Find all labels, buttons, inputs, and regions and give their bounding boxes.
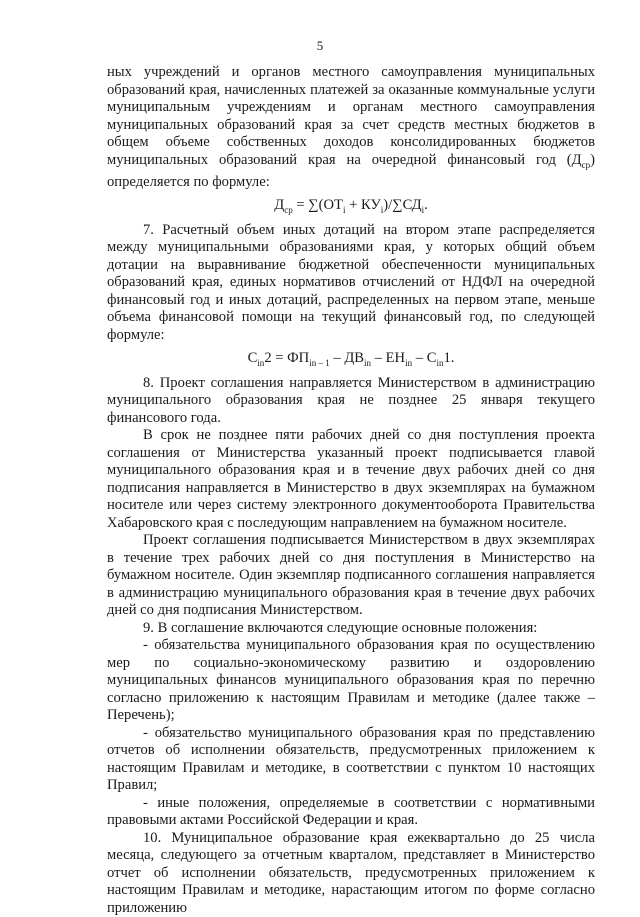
paragraph-10: 10. Муниципальное образование края ежеквартально до 25 числа месяца, следующего за отчетным кварталом, представляет в Министерство отчет об исполнении обязательств, предусмотренных приложением к настоящим Правилам и методике, нарастающим итогом по форме согласно приложению <box>107 829 595 916</box>
paragraph-text-tail: ) определяется по формуле: <box>107 151 595 190</box>
formula-subscript: i <box>421 205 425 216</box>
formula-subscript: i <box>380 205 384 216</box>
document-body <box>107 64 595 917</box>
paragraph-9-item-1: - обязательства муниципального образования края по осуществлению мер по социально-экономическому развитию и оздоровлению муниципальных финансов муниципального образования края по перечню согласно приложению к настоящим Правилам и методике (далее также – Перечень); <box>107 637 595 724</box>
formula-subscript: in <box>405 358 413 369</box>
formula-average-share <box>107 197 595 215</box>
paragraph-8-signing: Проект соглашения подписывается Министерством в двух экземплярах в течение трех рабочих дней со дня поступления в Министерство на бумажном носителе. Один экземпляр подписанного соглашения направляется в администрацию муниципального образования края в течение двух рабочих дней со дня подписания Министерством. <box>107 532 595 619</box>
formula-symbol: 1. <box>443 350 455 367</box>
formula-symbol: + КУ <box>345 197 381 214</box>
paragraph-text: ных учреждений и органов местного самоуправления муниципальных образований края, начисленных платежей за оказанные коммунальные услуги муниципальным учреждениям и органам местного самоуправления муниципальных образований края за счет средств местных бюджетов в общем объеме собственных доходов консолидированных бюджетов муниципальных образований края на очередной финансовый год (Д <box>107 64 595 168</box>
formula-symbol: Д <box>274 197 285 214</box>
paragraph-9-item-3: - иные положения, определяемые в соответствии с нормативными правовыми актами Российской Федерации и края. <box>107 794 595 829</box>
formula-symbol: – ДВ <box>329 350 365 367</box>
formula-symbol: – С <box>412 350 437 367</box>
formula-symbol: С <box>247 350 258 367</box>
paragraph-6-continuation <box>107 64 595 191</box>
paragraph-8-deadline: В срок не позднее пяти рабочих дней со дня поступления проекта соглашения от Министерства указанный проект подписывается главой муниципального образования края и в течение двух рабочих дней со дня подписания направляется в Министерство в двух экземплярах на бумажном носителе или через систему электронного документооборота Правительства Хабаровского края с последующим направлением на бумажном носителе. <box>107 427 595 531</box>
formula-symbol: – ЕН <box>371 350 406 367</box>
paragraph-8: 8. Проект соглашения направляется Министерством в администрацию муниципального образования края не позднее 25 января текущего финансового года. <box>107 374 595 426</box>
formula-subscript: ср <box>284 205 293 216</box>
formula-subscript: in <box>364 358 372 369</box>
paragraph-9-item-2: - обязательство муниципального образования края по представлению отчетов об исполнении обязательств, предусмотренных приложением к настоящим Правилам и методике, в соответствии с пунктом 10 настоящих Правил; <box>107 724 595 794</box>
formula-subscript: i <box>342 205 346 216</box>
formula-symbol: . <box>424 197 428 214</box>
formula-subscript: in – 1 <box>309 358 330 369</box>
formula-second-stage <box>107 350 595 368</box>
paragraph-7: 7. Расчетный объем иных дотаций на втором этапе распределяется между муниципальными образованиями края, у которых общий объем дотации на выравнивание бюджетной обеспеченности муниципальных образований края, единых нормативов отчислений от НДФЛ на очередной финансовый год и иных дотаций, распределенных на первом этапе, меньше объема финансовой помощи на текущий финансовый год, по следующей формуле: <box>107 221 595 343</box>
formula-symbol: )/∑СД <box>383 197 422 214</box>
formula-subscript: in <box>257 358 265 369</box>
formula-symbol: = ∑(ОТ <box>292 197 343 214</box>
formula-subscript: in <box>436 358 444 369</box>
paragraph-9: 9. В соглашение включаются следующие основные положения: <box>143 619 538 636</box>
page-number: 5 <box>316 38 324 53</box>
formula-symbol: 2 = ФП <box>264 350 310 367</box>
subscript: ср <box>581 159 591 170</box>
